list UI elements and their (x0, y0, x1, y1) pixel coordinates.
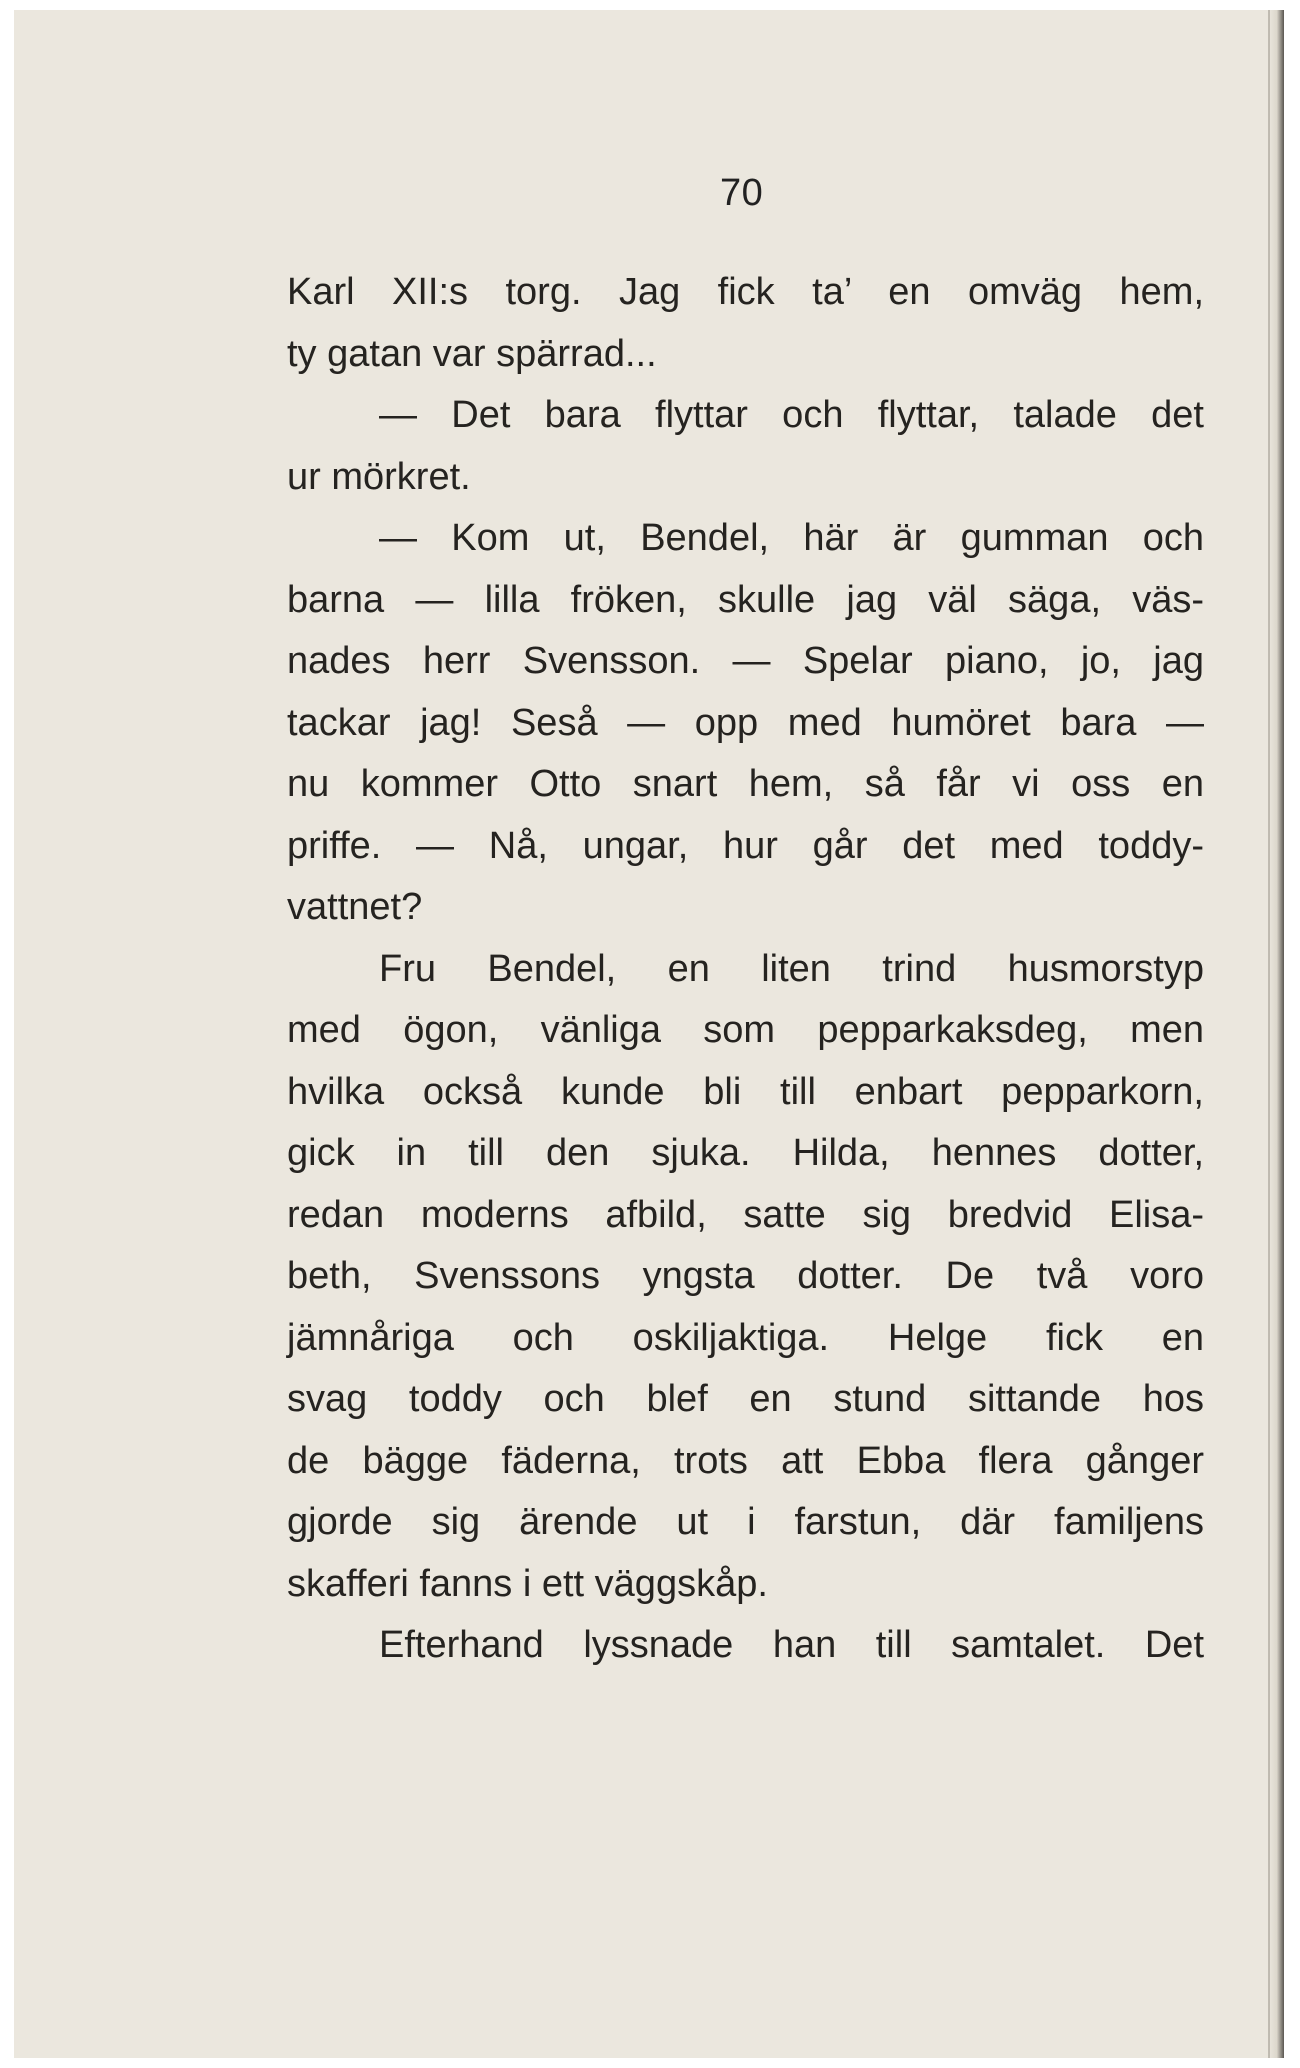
text-line: — Det bara flyttar och flyttar, talade det (379, 394, 1204, 436)
text-line: Fru Bendel, en liten trind husmorstyp (379, 947, 1204, 990)
text-line: vattnet? (287, 886, 423, 928)
body-text (287, 262, 1204, 1677)
text-line: svag toddy och blef en stund sittande hos (287, 1378, 1204, 1420)
page-edge-line (1268, 10, 1270, 2058)
text-line: ur mörkret. (287, 455, 471, 498)
text-line: nades herr Svensson. — Spelar piano, jo, jag (287, 640, 1204, 682)
text-line: gick in till den sjuka. Hilda, hennes dotter, (287, 1132, 1204, 1174)
text-line: tackar jag! Seså — opp med humöret bara — (287, 701, 1204, 744)
text-line: ty gatan var spärrad... (287, 332, 657, 375)
text-line: jämnåriga och oskiljaktiga. Helge fick en (287, 1316, 1204, 1359)
page-edge-shadow (1268, 10, 1284, 2058)
text-line: priffe. — Nå, ungar, hur går det med toddy- (287, 824, 1204, 867)
page-number: 70 (720, 172, 764, 214)
text-line: gjorde sig ärende ut i farstun, där familjens (287, 1501, 1204, 1543)
text-line: de bägge fäderna, trots att Ebba flera gånger (287, 1439, 1204, 1482)
text-line: redan moderns afbild, satte sig bredvid Elisa- (287, 1193, 1204, 1236)
text-line: Efterhand lyssnade han till samtalet. Det (379, 1624, 1204, 1666)
text-line: hvilka också kunde bli till enbart pepparkorn, (287, 1070, 1204, 1113)
text-line: Karl XII:s torg. Jag fick ta’ en omväg hem, (287, 271, 1204, 313)
text-line: barna — lilla fröken, skulle jag väl säga, väs- (287, 578, 1204, 621)
text-line: med ögon, vänliga som pepparkaksdeg, men (287, 1009, 1204, 1051)
text-line: skafferi fanns i ett väggskåp. (287, 1562, 768, 1605)
text-line: nu kommer Otto snart hem, så får vi oss en (287, 763, 1204, 805)
text-line: beth, Svenssons yngsta dotter. De två voro (287, 1255, 1204, 1297)
text-line: — Kom ut, Bendel, här är gumman och (379, 517, 1204, 559)
